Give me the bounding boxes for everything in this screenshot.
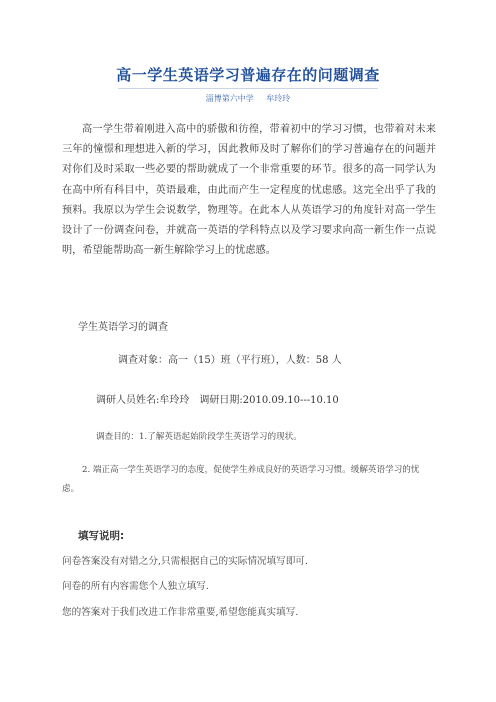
byline xyxy=(0,93,496,104)
survey-subject: 调查对象：高一（15）班（平行班），人数：58 人 xyxy=(118,355,342,366)
byline-author: 牟玲玲 xyxy=(266,94,291,103)
purpose-1: 调查目的：1.了解英语起始阶段学生英语学习的现状。 xyxy=(96,432,302,442)
instruction-item: 您的答案对于我们改进工作非常重要,希望您能真实填写. xyxy=(62,607,299,618)
researcher-info: 调研人员姓名:牟玲玲 调研日期:2010.09.10---10.10 xyxy=(96,395,339,406)
purpose-2: 2. 端正高一学生英语学习的态度，促使学生养成良好的英语学习习惯。缓解英语学习的忧虑。 xyxy=(62,465,420,494)
title-divider xyxy=(118,88,378,89)
byline-school: 淄博第六中学 xyxy=(205,94,254,103)
document-title: 高一学生英语学习普遍存在的问题调查 xyxy=(116,66,380,84)
instructions-heading: 填写说明: xyxy=(78,530,125,542)
survey-title: 学生英语学习的调查 xyxy=(78,322,168,333)
instruction-item: 问卷的所有内容需您个人独立填写. xyxy=(62,581,209,592)
intro-paragraph: 高一学生带着刚进入高中的骄傲和彷徨，带着初中的学习习惯，也带着对未来三年的憧憬和理想进入新的学习，因此教师及时了解你们的学习普遍存在的问题并对你们及时采取一些必要的帮助就成了一个非常重要的环节。很多的高一同学认为在高中所有科目中，英语最难，由此而产生一定程度的忧虑感。这完全出乎了我的预料。我原以为学生会说数学，物理等。在此本人从英语学习的角度针对高一学生设计了一份调查问卷，并就高一英语的学科特点以及学习要求向高一新生作一点说明，希望能帮助高一新生解除学习上的忧虑感。 xyxy=(62,124,436,257)
instruction-item: 问卷答案没有对错之分,只需根据自己的实际情况填写即可. xyxy=(62,556,308,567)
